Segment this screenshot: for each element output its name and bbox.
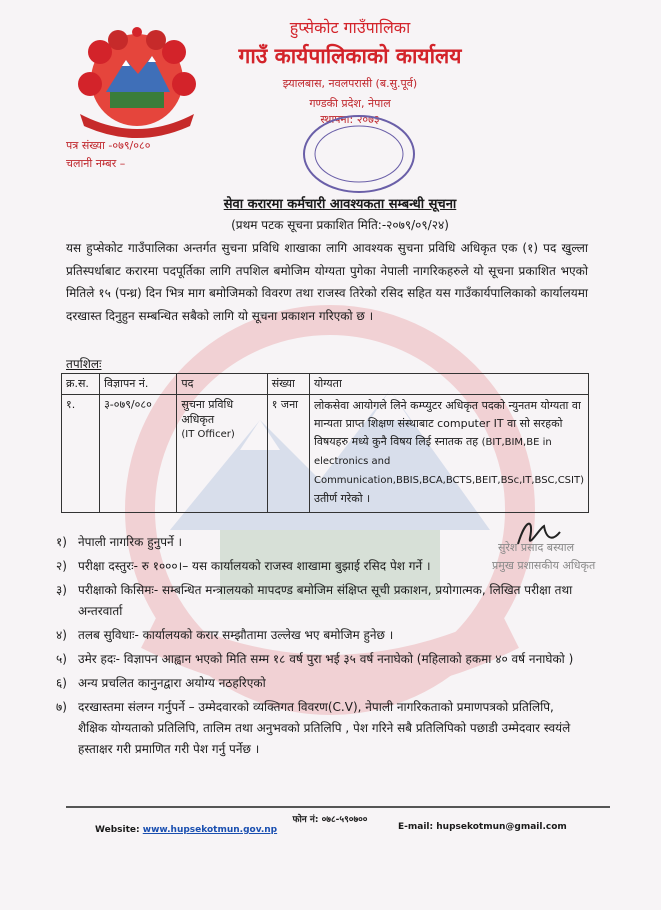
details-label: तपशिलः (66, 357, 102, 371)
list-item-number: २) (56, 559, 67, 573)
list-item (56, 556, 586, 577)
qualification-end: उतीर्ण गरेको । (313, 492, 371, 505)
qualification-text: लोकसेवा आयोगले लिने कम्प्युटर अधिकृत पदको न्युनतम योग्यता वा मान्यता प्राप्त शिक्षण संस्थाबाट computer IT वा सो सरहको विषयहरु मध्ये कुनै विषय लिई स्नातक तह (313, 399, 581, 448)
province: गण्डकी प्रदेश, नेपाल (309, 97, 391, 110)
office-stamp (300, 112, 418, 196)
list-item (56, 625, 586, 646)
list-item-number: ६) (56, 676, 67, 690)
table-row (62, 395, 589, 513)
cell-quantity: १ जना (267, 395, 309, 513)
footer-phone: फोन नं: ०७८-५९०७०० (292, 815, 368, 825)
list-item-text: परीक्षाको किसिमः- सम्बन्धित मन्त्रालयको मापदण्ड बमोजिम संक्षिप्त सूची प्रकाशन, प्रयोगात्मक, लिखित परीक्षा तथा अन्तरवार्ता (78, 583, 573, 618)
email-link[interactable]: hupsekotmun@gmail.com (436, 822, 567, 832)
post-name: सुचना प्रविधि अधिकृत (181, 398, 234, 426)
list-item-text: अन्य प्रचलित कानुनद्वारा अयोग्य नठहरिएको (78, 676, 266, 690)
header-post: पद (177, 374, 267, 395)
list-item (56, 649, 586, 670)
header-adv-no: विज्ञापन नं. (100, 374, 177, 395)
post-name-en: (IT Officer) (181, 429, 235, 440)
list-item-number: ३) (56, 583, 67, 597)
footer-email (398, 822, 567, 832)
header-quantity: संख्या (267, 374, 309, 395)
notice-subtitle: (प्रथम पटक सूचना प्रकाशित मिति:-२०७९/०९/२४) (231, 218, 449, 232)
header-sn: क्र.स. (62, 374, 100, 395)
cell-qualification (309, 395, 588, 513)
website-link[interactable]: www.hupsekotmun.gov.np (142, 825, 278, 835)
signatory-name: सुरेश प्रसाद बस्याल (498, 541, 575, 554)
notice-body: यस हुप्सेकोट गाउँपालिका अन्तर्गत सुचना प्रविधि शाखाका लागि आवश्यक सुचना प्रविधि अधिकृत एक (१) पद खुल्ला प्रतिस्पर्धाबाट करारमा पदपूर्तिका लागि तपशिल बमोजिम योग्यता पुगेका नेपाली नागरिकहरुले यो सूचना प्रकाशित भएको मितिले १५ (पन्ध्र) दिन भित्र माग बमोजिमको विवरण तथा राजस्व तिरेको रसिद सहित यस गाउँकार्यपालिकाको कार्यालयमा दरखास्त दिनुहुन सम्बन्धित सबैको लागि यो सूचना प्रकाशन गरिएको छ । (66, 241, 588, 323)
list-item-number: ४) (56, 628, 67, 642)
footer-website (95, 825, 277, 835)
list-item-number: ७) (56, 700, 67, 714)
office-address: झ्यालबास, नवलपरासी (ब.सु.पूर्व) (282, 77, 418, 90)
list-item-number: ५) (56, 652, 67, 666)
nepal-emblem-logo (66, 22, 208, 140)
footer-divider (66, 806, 610, 808)
list-item (56, 532, 586, 553)
conditions-list (56, 532, 586, 763)
dispatch-number: चलानी नम्बर – (66, 157, 126, 170)
list-item-number: १) (56, 535, 67, 549)
header-qualification: योग्यता (309, 374, 588, 395)
list-item (56, 697, 586, 760)
org-name: हुप्सेकोट गाउँपालिका (289, 18, 411, 37)
list-item-text: नेपाली नागरिक हुनुपर्ने । (78, 535, 183, 549)
cell-adv-no: ३-०७९/०८० (100, 395, 177, 513)
office-name: गाउँ कार्यपालिकाको कार्यालय (238, 44, 462, 68)
list-item-text: उमेर हदः- विज्ञापन आह्वान भएको मिति सम्म १८ वर्ष पुरा भई ३५ वर्ष ननाघेको (महिलाको हकमा ४० वर्ष ननाघेको ) (78, 652, 574, 666)
table-header-row (62, 374, 589, 395)
qualification-degrees: (BIT,BIM,BE in electronics and Communication,BBIS,BCA,BCTS,BEIT,BSc,IT,BSC,CSIT) (313, 437, 584, 486)
notice-title: सेवा करारमा कर्मचारी आवश्यकता सम्बन्धी सूचना (223, 197, 457, 212)
cell-post (177, 395, 267, 513)
reference-number: पत्र संख्या -०७९/०८० (66, 139, 151, 152)
list-item (56, 580, 586, 622)
list-item (56, 673, 586, 694)
email-label: E-mail: (398, 822, 434, 832)
signatory-title: प्रमुख प्रशासकीय अधिकृत (492, 559, 596, 572)
website-label: Website: (95, 825, 140, 835)
list-item-text: दरखास्तमा संलग्न गर्नुपर्ने – उम्मेदवारको व्यक्तिगत विवरण(C.V), नेपाली नागरिकताको प्रमाणपत्रको प्रतिलिपि, शैक्षिक योग्यताको प्रतिलिपि, तालिम तथा अनुभवको प्रतिलिपि , पेश गरिने सबै प्रतिलिपिको पछाडी उम्मेदवार स्वयंले हस्ताक्षर गरी प्रमाणित गरी पेश गर्नु पर्नेछ । (78, 700, 571, 756)
cell-sn: १. (62, 395, 100, 513)
list-item-text: तलब सुविधाः- कार्यालयको करार सम्झौतामा उल्लेख भए बमोजिम हुनेछ । (78, 628, 394, 642)
requirements-table (61, 373, 589, 513)
established: स्थापना: २०७३ (320, 113, 380, 126)
list-item-text: परीक्षा दस्तुरः- रु १०००।– यस कार्यालयको राजस्व शाखामा बुझाई रसिद पेश गर्ने । (78, 559, 431, 573)
